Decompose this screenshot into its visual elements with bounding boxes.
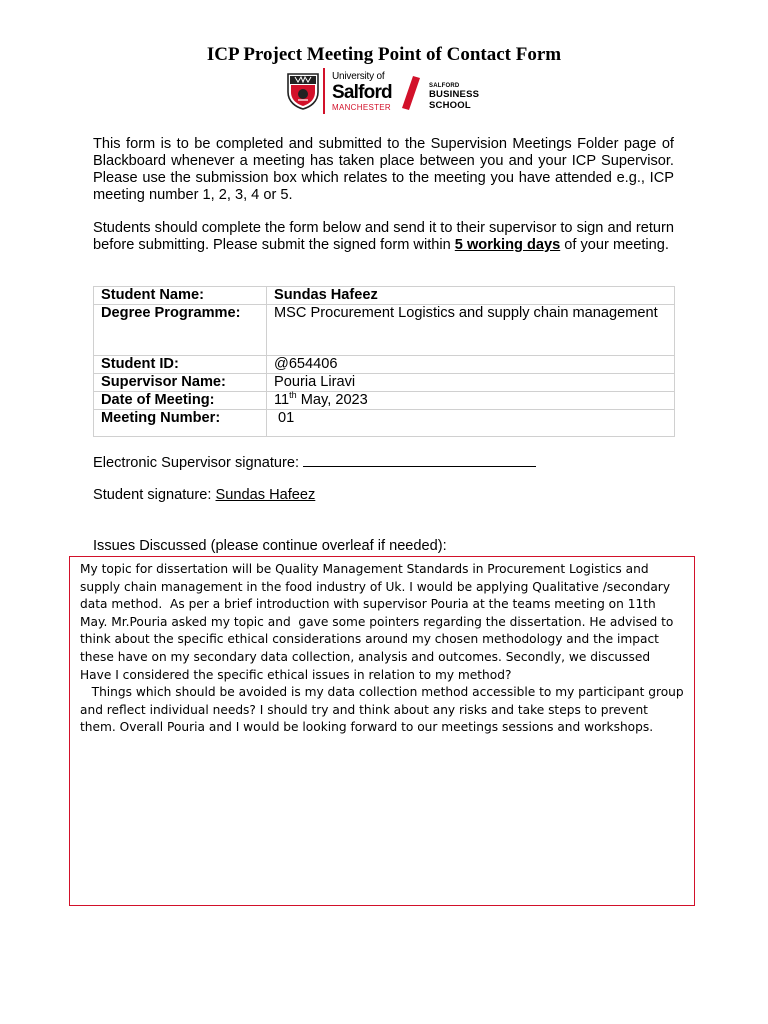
table-row [94,410,675,437]
intro-paragraph-2: Students should complete the form below and send it to their supervisor to sign and return before submitting. Please submit the signed form within 5 working days of your meeting. [93,220,674,253]
issues-label: Issues Discussed (please continue overleaf if needed): [93,538,447,554]
table-row [94,305,675,356]
supervisor-signature-row [93,453,536,472]
university-logo [286,68,486,116]
supervisor-label: Supervisor Name: [94,374,267,392]
student-name-value[interactable]: Sundas Hafeez [267,287,675,305]
intro-paragraph-1: This form is to be completed and submitted to the Supervision Meetings Folder page of Blackboard whenever a meeting has taken place between you and your ICP Supervisor. Please use the submission box which relates to the meeting you have attended e.g., ICP meeting number 1, 2, 3, 4 or 5. [93,136,674,203]
meeting-date-label: Date of Meeting: [94,392,267,410]
degree-value[interactable]: MSC Procurement Logistics and supply chain management [267,305,675,356]
student-id-value[interactable]: @654406 [267,356,675,374]
student-signature-row [93,487,315,504]
logo-divider [323,68,325,114]
table-row [94,356,675,374]
meeting-number-value[interactable]: 01 [267,410,675,437]
student-name-label: Student Name: [94,287,267,305]
meeting-number-label: Meeting Number: [94,410,267,437]
business-school-slash-icon [402,76,420,110]
supervisor-value[interactable]: Pouria Liravi [267,374,675,392]
student-id-label: Student ID: [94,356,267,374]
deadline-emphasis: 5 working days [454,237,561,253]
table-row [94,287,675,305]
table-row [94,374,675,392]
student-details-table [93,286,675,437]
degree-label: Degree Programme: [94,305,267,356]
table-row [94,392,675,410]
business-school-wordmark: SALFORD BUSINESS SCHOOL [429,83,480,111]
form-title: ICP Project Meeting Point of Contact Form [206,44,562,65]
student-signature-value[interactable]: Sundas Hafeez [215,487,316,503]
student-signature-label: Student signature: [93,487,216,503]
crest-icon [286,72,320,110]
supervisor-signature-label: Electronic Supervisor signature: [93,455,304,471]
university-wordmark: University of Salford MANCHESTER [332,71,392,112]
meeting-date-value[interactable]: 11th May, 2023 [267,392,675,410]
issues-discussed-textbox[interactable]: My topic for dissertation will be Quality Management Standards in Procurement Logistics and supply chain management in the food industry of Uk. I would be applying Qualitative /secondary data method. As per a brief introduction with supervisor Pouria at the teams meeting on 11th May. Mr.Pouria asked my topic and gave some pointers regarding the dissertation. He advised to think about the specific ethical considerations around my chosen methodology and the impact these have on my secondary data collection, analysis and outcomes. Secondly, we discussed Have I considered the specific ethical issues in relation to my method? Things which should be avoided is my data collection method accessible to my participant group and reflect individual needs? I should try and think about any risks and take steps to prevent them. Overall Pouria and I would be looking forward to our meetings sessions and workshops. [69,556,695,906]
supervisor-signature-field[interactable] [303,453,536,467]
